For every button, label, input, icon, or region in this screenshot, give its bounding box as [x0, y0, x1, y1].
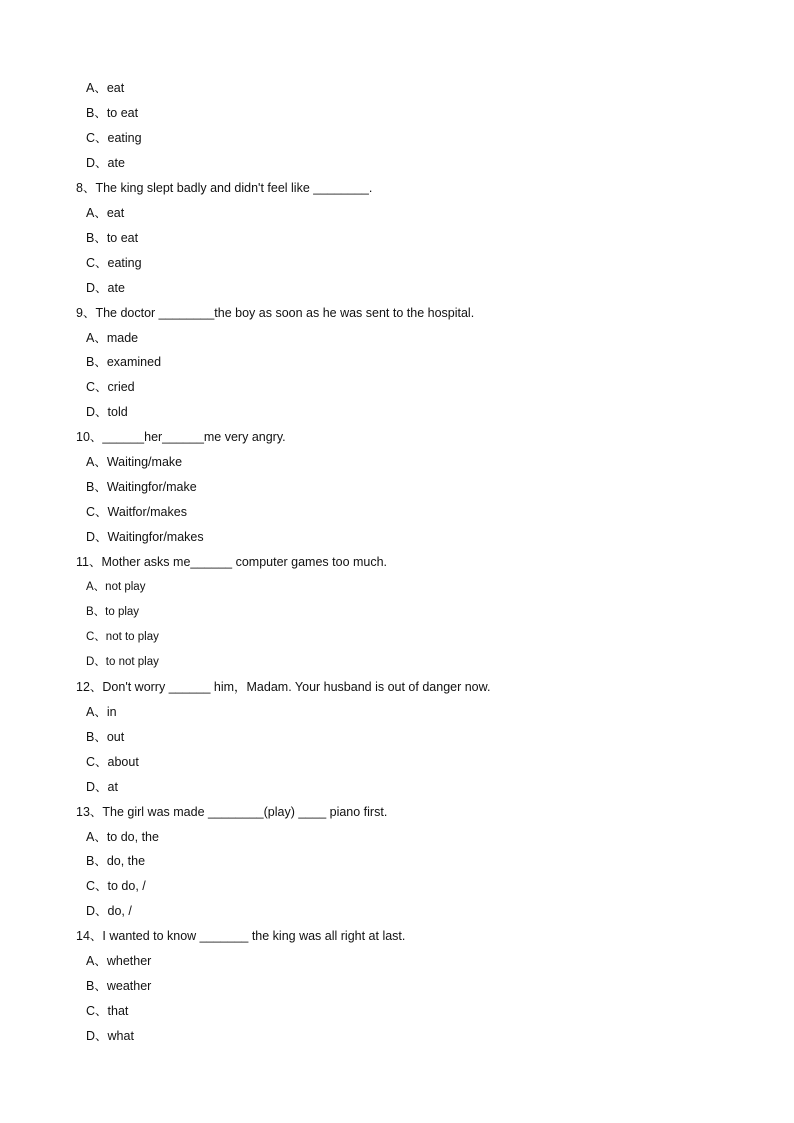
- question-text: 13、The girl was made ________(play) ____ piano first.: [76, 804, 388, 819]
- answer-option: C、about: [86, 754, 139, 769]
- answer-option: A、whether: [86, 954, 152, 969]
- answer-option: B、to eat: [86, 106, 139, 120]
- answer-option: B、do, the: [86, 854, 146, 869]
- answer-option: A、made: [86, 330, 139, 345]
- question-text: 8、The king slept badly and didn't feel like ________.: [76, 180, 373, 195]
- answer-option: B、out: [86, 729, 125, 744]
- answer-option: A、Waiting/make: [86, 455, 183, 470]
- answer-option: C、Waitfor/makes: [86, 505, 187, 520]
- answer-option: D、what: [86, 1029, 134, 1044]
- question-text: 10、______her______me very angry.: [76, 430, 286, 445]
- answer-option: C、that: [86, 1004, 129, 1019]
- answer-option: D、ate: [86, 155, 125, 170]
- question-text: 14、I wanted to know _______ the king was all right at last.: [76, 929, 406, 944]
- answer-option: D、do, /: [86, 904, 132, 919]
- answer-option: D、told: [86, 405, 128, 420]
- answer-option: B、examined: [86, 355, 162, 370]
- answer-option: B、to play: [86, 605, 140, 618]
- answer-option: B、Waitingfor/make: [86, 480, 197, 495]
- answer-option: A、in: [86, 704, 117, 719]
- question-text: 9、The doctor ________the boy as soon as he was sent to the hospital.: [76, 305, 475, 320]
- answer-option: A、to do, the: [86, 829, 159, 844]
- answer-option: B、weather: [86, 979, 152, 994]
- answer-option: D、Waitingfor/makes: [86, 530, 204, 545]
- answer-option: A、eat: [86, 81, 125, 95]
- answer-option: D、at: [86, 779, 118, 794]
- answer-option: C、eating: [86, 255, 142, 270]
- answer-option: C、cried: [86, 380, 135, 395]
- answer-option: C、eating: [86, 130, 142, 145]
- answer-option: C、not to play: [86, 630, 159, 643]
- answer-option: A、eat: [86, 205, 125, 220]
- answer-option: C、to do, /: [86, 879, 146, 894]
- answer-option: D、to not play: [86, 655, 159, 668]
- question-text: 12、Don't worry ______ him，Madam. Your husband is out of danger now.: [76, 679, 491, 694]
- answer-option: D、ate: [86, 280, 125, 295]
- answer-option: B、to eat: [86, 230, 139, 245]
- question-text: 11、Mother asks me______ computer games too much.: [76, 555, 388, 569]
- answer-option: A、not play: [86, 581, 146, 593]
